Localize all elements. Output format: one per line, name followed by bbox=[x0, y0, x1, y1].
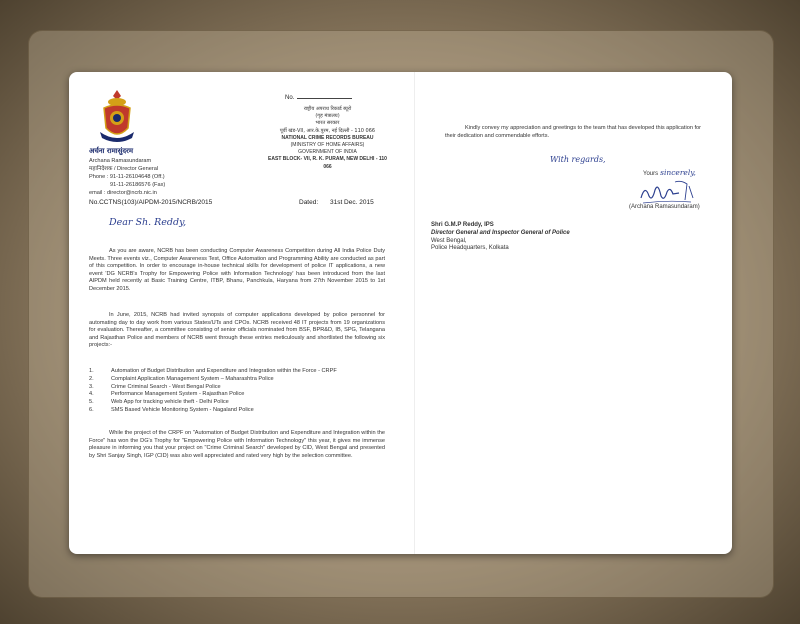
sender-block bbox=[89, 157, 165, 197]
letter-date bbox=[299, 199, 374, 206]
sender-name: Archana Ramasundaram bbox=[89, 158, 152, 164]
recipient-address: Police Headquarters, Kolkata bbox=[431, 245, 509, 252]
recipient-name: Shri G.M.P Reddy, IPS bbox=[431, 222, 494, 228]
sender-designation: महानिदेशक / Director General bbox=[89, 166, 159, 172]
date-label: Dated: bbox=[299, 199, 319, 206]
paragraph-2: In June, 2015, NCRB had invited synopsis of computer applications developed by police personnel for automating day to day work from various States/UTs and CPOs. NCRB received 48 IT projects from 19 organizations for evaluation. Thereafter, a committee consisting of senior officials nominated from BSF, BPR&D, IB, SPG, Telangana and Rajasthan Police and members of NCRB went through these entries meticulously and shortlisted the following six projects:- bbox=[89, 312, 385, 349]
letter-reference: No.CCTNS(103)/AIPDM-2015/NCRB/2015 bbox=[89, 199, 213, 206]
date-value: 31st Dec. 2015 bbox=[329, 199, 374, 206]
paragraph-4: Kindly convey my appreciation and greetings to the team that has developed this application for their dedication and commendable efforts. bbox=[445, 125, 702, 139]
list-item: 6. SMS Based Vehicle Monitoring System - Nagaland Police bbox=[89, 406, 254, 413]
closing-yours: Yours sincerely, bbox=[643, 168, 696, 177]
closing-regards: With regards, bbox=[550, 155, 606, 164]
sender-email: email : director@ncrb.nic.in bbox=[89, 190, 157, 196]
org-hindi-line-4: पूर्वी खंड-VII, आर.के.पुरम, नई दिल्ली - 110 066 bbox=[279, 127, 376, 134]
org-hindi-line-3: भारत सरकार bbox=[315, 120, 340, 127]
org-hindi-line-1: राष्ट्रीय अपराध रिकार्ड ब्यूरो bbox=[303, 106, 352, 112]
ncrb-police-emblem-icon bbox=[96, 88, 138, 146]
project-list bbox=[89, 368, 385, 415]
sender-name-hindi: अर्चना रामासुंदरम bbox=[89, 147, 134, 155]
recipient-state: West Bengal, bbox=[431, 237, 467, 244]
letter-page-2 bbox=[414, 72, 732, 554]
recipient-designation: Director General and Inspector General of Police bbox=[431, 229, 570, 236]
salutation: Dear Sh. Reddy, bbox=[109, 217, 187, 228]
letter-page-1 bbox=[69, 72, 414, 554]
letter-number-label: No. bbox=[285, 95, 295, 101]
list-item: 2. Complaint Application Management System – Maharashtra Police bbox=[89, 375, 274, 382]
org-govt: GOVERNMENT OF INDIA bbox=[298, 149, 357, 156]
organization-block bbox=[265, 106, 390, 171]
paragraph-3: While the project of the CRPF on "Automation of Budget Distribution and Expenditure and Integration within the Force" has won the DG's Trophy for "Empowering Police with Information Technology" this year, it gives me immense pleasure in informing you that your project on "Crime Criminal Search" developed by CID, West Bengal and presented by Shri Sanjay Singh, IGP (CID) was also well appreciated and rated very high by the selection committee. bbox=[89, 430, 385, 459]
org-name: NATIONAL CRIME RECORDS BUREAU bbox=[281, 134, 374, 141]
letter-number-line bbox=[285, 95, 352, 101]
org-hindi-line-2: (गृह मंत्रालय) bbox=[315, 113, 340, 120]
list-item: 5. Web App for tracking vehicle theft - Delhi Police bbox=[89, 399, 229, 406]
list-item: 4. Performance Management System - Rajasthan Police bbox=[89, 391, 245, 398]
org-address: EAST BLOCK- VII, R. K. PURAM, NEW DELHI - 110 066 bbox=[268, 156, 387, 170]
sender-fax: 91-11-26186576 (Fax) bbox=[110, 182, 166, 188]
signatory-name: (Archana Ramasundaram) bbox=[629, 204, 700, 210]
org-ministry: (MINISTRY OF HOME AFFAIRS) bbox=[290, 142, 365, 149]
letter-document bbox=[69, 72, 732, 554]
list-item: 3. Crime Criminal Search - West Bengal Police bbox=[89, 383, 221, 390]
recipient-block bbox=[431, 222, 570, 253]
sender-phone: Phone : 91-11-26104648 (Off.) bbox=[89, 174, 165, 180]
list-item: 1. Automation of Budget Distribution and Expenditure and Integration within the Force - CRPF bbox=[89, 368, 337, 374]
paragraph-1: As you are aware, NCRB has been conducting Computer Awareness Competition during All India Police Duty Meets. Three events viz., Computer Awareness Test, Office Automation and Programming Ability are conducted as part of this competition. In order to encourage in-house technical skills for development of police IT applications, a new event 'DG NCRB's Trophy for Empowering Police with Information Technology' has been introduced from the last AIPDM held recently at Basic Training Centre, ITBP, Bhanu, Panchkula, Haryana from 27th November 2015 to 1st December 2015. bbox=[89, 248, 385, 292]
